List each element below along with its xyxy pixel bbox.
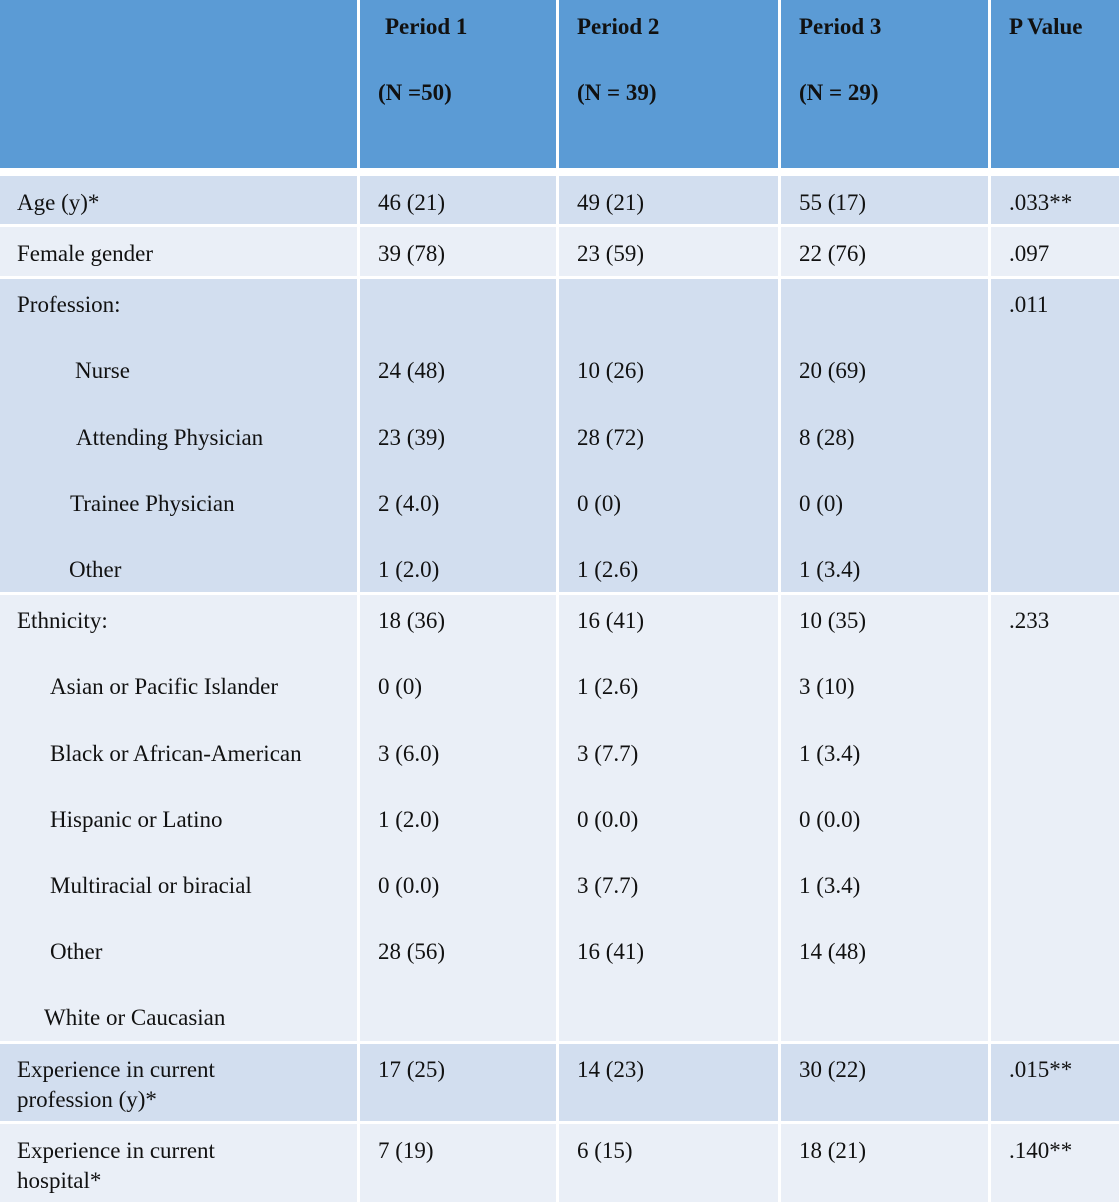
row-female-label: Female gender xyxy=(17,241,154,266)
profession-attending-period2: 28 (72) xyxy=(577,425,645,450)
row-exp-hospital-label: Experience in current hospital* xyxy=(17,1138,215,1193)
row-profession-label: Profession: xyxy=(17,292,121,317)
profession-other-period2: 1 (2.6) xyxy=(577,557,639,582)
ethnicity-multiracial-period1: 0 (0.0) xyxy=(378,873,440,898)
ethnicity-multiracial-period3: 1 (3.4) xyxy=(799,873,861,898)
header-cell-blank xyxy=(0,0,357,168)
row-exp-hospital-period2: 6 (15) xyxy=(577,1138,633,1163)
ethnicity-black-period1: 3 (6.0) xyxy=(378,741,440,766)
row-age-period1: 46 (21) xyxy=(378,190,446,215)
ethnicity-black-label: Black or African-American xyxy=(50,741,302,766)
ethnicity-other-label: Other xyxy=(50,939,103,964)
ethnicity-asian-period2: 1 (2.6) xyxy=(577,674,639,699)
ethnicity-black-period2: 3 (7.7) xyxy=(577,741,639,766)
header-period1-title: Period 1 xyxy=(385,14,468,39)
ethnicity-multiracial-label: Multiracial or biracial xyxy=(50,873,252,898)
profession-nurse-label: Nurse xyxy=(75,358,130,383)
header-period1-n: (N =50) xyxy=(378,80,452,105)
profession-attending-label: Attending Physician xyxy=(76,425,264,450)
header-period3-n: (N = 29) xyxy=(799,80,879,105)
row-profession-pvalue: .011 xyxy=(1009,292,1049,317)
ethnicity-other-period1: 28 (56) xyxy=(378,939,446,964)
profession-other-period3: 1 (3.4) xyxy=(799,557,861,582)
row-age-pvalue: .033** xyxy=(1009,190,1073,215)
ethnicity-asian-period1: 0 (0) xyxy=(378,674,423,699)
header-pvalue: P Value xyxy=(1009,14,1083,39)
profession-trainee-label: Trainee Physician xyxy=(70,491,235,516)
row-exp-hospital-period1: 7 (19) xyxy=(378,1138,434,1163)
row-ethnicity-pvalue: .233 xyxy=(1009,608,1050,633)
profession-other-label: Other xyxy=(69,557,122,582)
profession-nurse-period1: 24 (48) xyxy=(378,358,446,383)
ethnicity-white-label: White or Caucasian xyxy=(44,1005,226,1030)
ethnicity-asian-label: Asian or Pacific Islander xyxy=(50,674,279,699)
row-exp-profession-pvalue: .015** xyxy=(1009,1057,1073,1082)
row-female-period3: 22 (76) xyxy=(799,241,867,266)
row-exp-hospital-pvalue: .140** xyxy=(1009,1138,1073,1163)
row-ethnicity-label: Ethnicity: xyxy=(17,608,108,633)
row-ethnicity-period3: 10 (35) xyxy=(799,608,867,633)
ethnicity-multiracial-period2: 3 (7.7) xyxy=(577,873,639,898)
ethnicity-asian-period3: 3 (10) xyxy=(799,674,855,699)
row-ethnicity-period2: 16 (41) xyxy=(577,608,645,633)
row-ethnicity-period1: 18 (36) xyxy=(378,608,446,633)
row-exp-profession-period2: 14 (23) xyxy=(577,1057,645,1082)
row-age-period3: 55 (17) xyxy=(799,190,867,215)
row-exp-profession-label: Experience in current profession (y)* xyxy=(17,1057,215,1112)
ethnicity-hispanic-period2: 0 (0.0) xyxy=(577,807,639,832)
ethnicity-hispanic-label: Hispanic or Latino xyxy=(50,807,223,832)
profession-other-period1: 1 (2.0) xyxy=(378,557,440,582)
profession-trainee-period3: 0 (0) xyxy=(799,491,844,516)
ethnicity-hispanic-period1: 1 (2.0) xyxy=(378,807,440,832)
ethnicity-black-period3: 1 (3.4) xyxy=(799,741,861,766)
row-female-period2: 23 (59) xyxy=(577,241,645,266)
profession-trainee-period1: 2 (4.0) xyxy=(378,491,440,516)
row-female-pvalue: .097 xyxy=(1009,241,1050,266)
profession-attending-period1: 23 (39) xyxy=(378,425,446,450)
row-female-period1: 39 (78) xyxy=(378,241,446,266)
row-exp-profession-period1: 17 (25) xyxy=(378,1057,446,1082)
profession-attending-period3: 8 (28) xyxy=(799,425,855,450)
ethnicity-other-period2: 16 (41) xyxy=(577,939,645,964)
row-ethnicity-p-cell xyxy=(991,595,1119,1041)
ethnicity-hispanic-period3: 0 (0.0) xyxy=(799,807,861,832)
profession-nurse-period2: 10 (26) xyxy=(577,358,645,383)
row-exp-hospital-period3: 18 (21) xyxy=(799,1138,867,1163)
row-exp-profession-period3: 30 (22) xyxy=(799,1057,867,1082)
row-profession-p-cell xyxy=(991,279,1119,592)
row-age-label: Age (y)* xyxy=(17,190,100,215)
header-period2-n: (N = 39) xyxy=(577,80,657,105)
row-age-period2: 49 (21) xyxy=(577,190,645,215)
ethnicity-other-period3: 14 (48) xyxy=(799,939,867,964)
profession-nurse-period3: 20 (69) xyxy=(799,358,867,383)
header-period3-title: Period 3 xyxy=(799,14,882,39)
header-period2-title: Period 2 xyxy=(577,14,660,39)
profession-trainee-period2: 0 (0) xyxy=(577,491,622,516)
